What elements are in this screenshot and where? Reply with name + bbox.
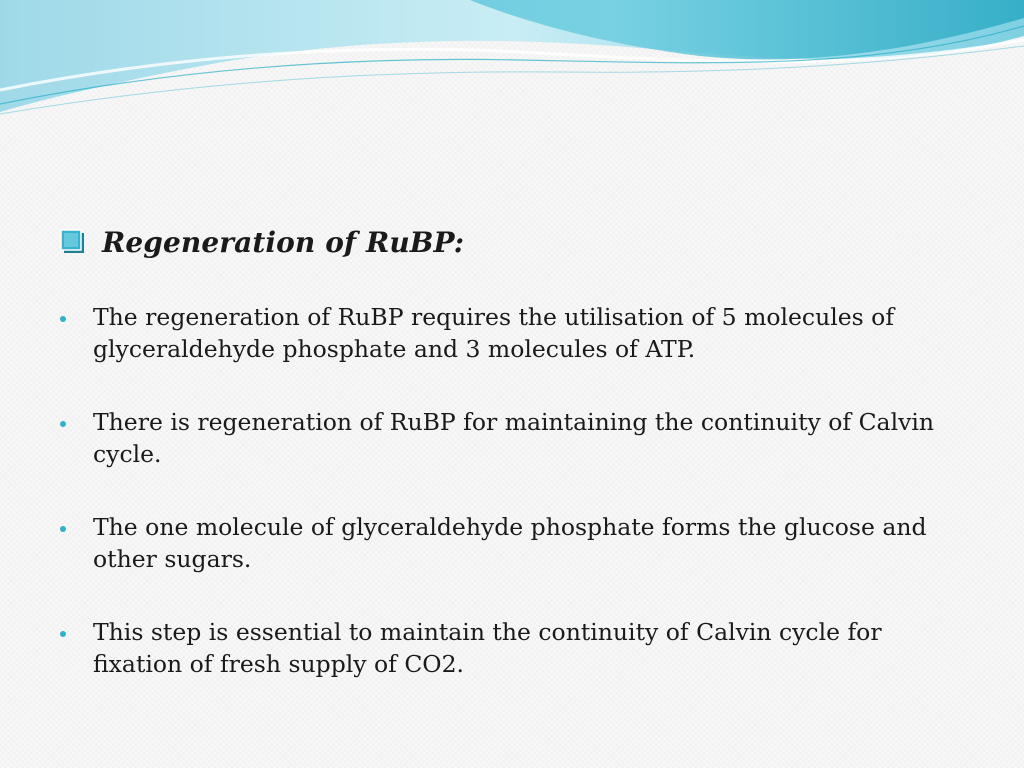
bullet-dot-icon: [60, 631, 66, 637]
bullet-text: This step is essential to maintain the continuity of Calvin cycle for fixation of fresh supply of CO2.: [93, 618, 882, 678]
checkbox-icon: [60, 229, 86, 255]
list-item: [60, 512, 973, 575]
slide-content: [60, 222, 980, 680]
bullet-dot-icon: [60, 421, 66, 427]
bullet-dot-icon: [60, 316, 66, 322]
list-item: [60, 407, 973, 470]
bullet-dot-icon: [60, 526, 66, 532]
list-item: [60, 302, 973, 365]
bullet-text: There is regeneration of RuBP for maintaining the continuity of Calvin cycle.: [93, 408, 935, 468]
header-wave-decoration: [0, 0, 1024, 130]
list-item: [60, 617, 973, 680]
bullet-text: The one molecule of glyceraldehyde phosphate forms the glucose and other sugars.: [93, 513, 927, 573]
slide-heading: Regeneration of RuBP:: [102, 225, 465, 259]
bullet-text: The regeneration of RuBP requires the utilisation of 5 molecules of glyceraldehyde phosphate and 3 molecules of ATP.: [93, 303, 895, 363]
bullet-list: [60, 302, 980, 680]
heading-row: [60, 222, 980, 262]
